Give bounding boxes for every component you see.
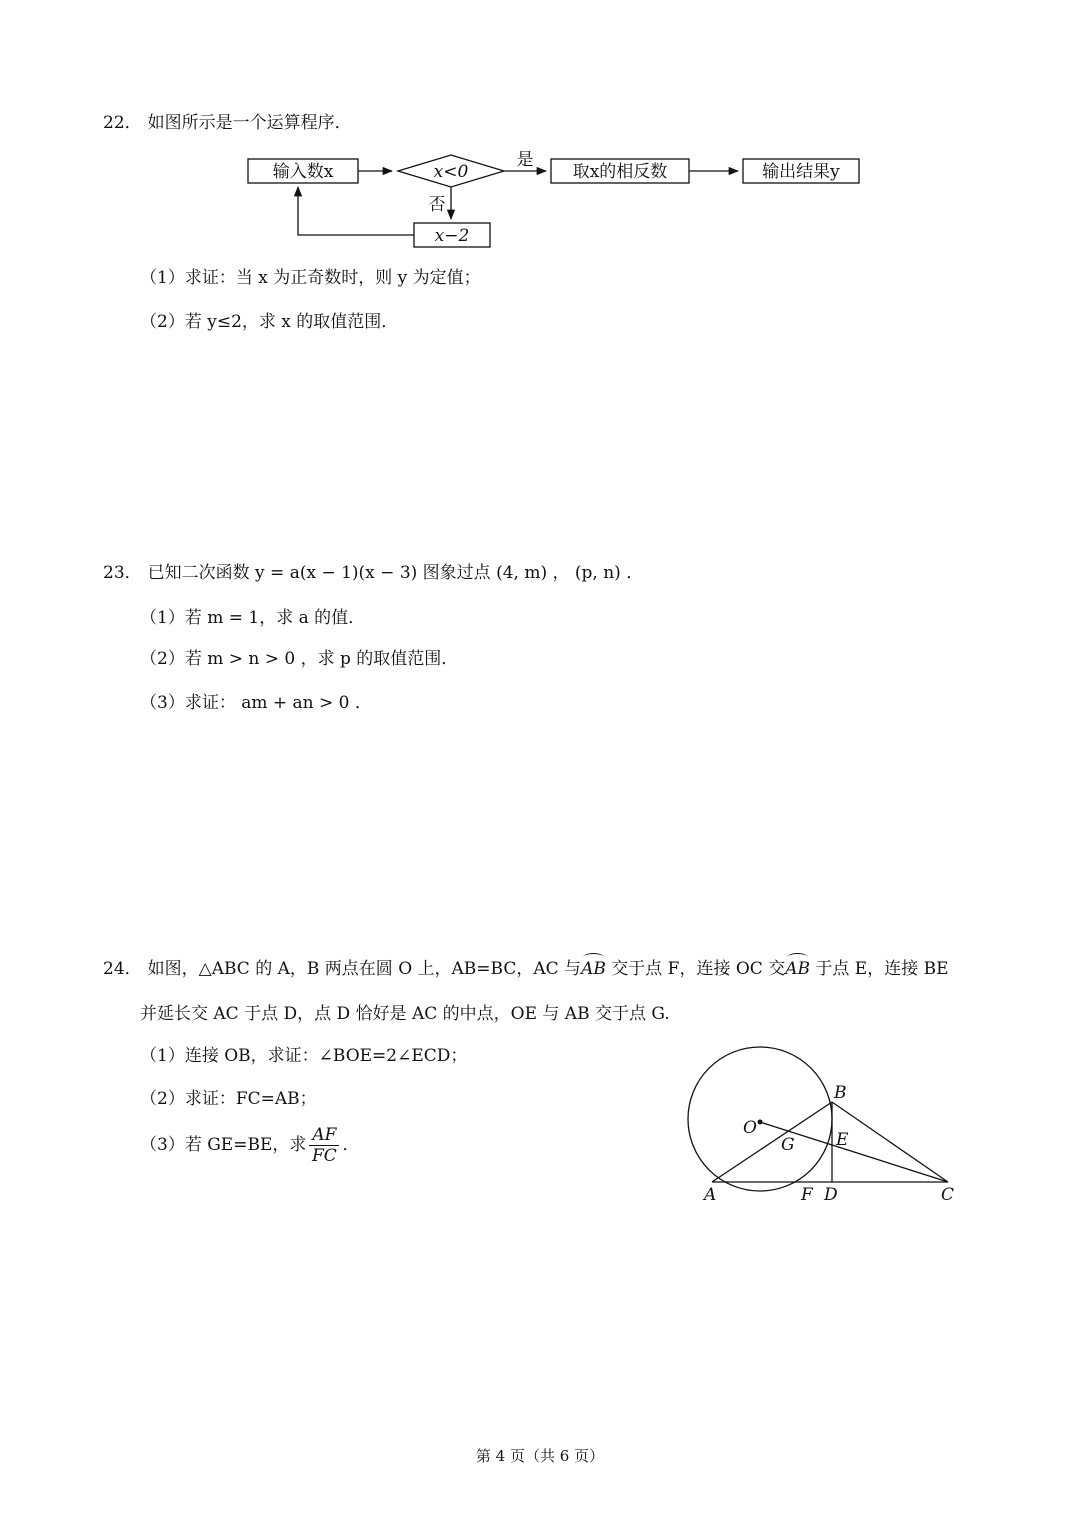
q22-stem-line — [103, 112, 352, 134]
q24-frac-denominator: FC — [311, 1146, 337, 1166]
flow-output-text: 输出结果y — [762, 162, 840, 182]
q24-stem-2: 并延长交 AC 于点 D，点 D 恰好是 AC 的中点，OE 与 AB 交于点 G. — [140, 1004, 670, 1024]
q24-geometry-figure — [680, 1040, 970, 1215]
q24-stem-a: 如图，△ABC 的 A，B 两点在圆 O 上，AB=BC，AC 与 — [147, 959, 582, 979]
flow-opposite-text: 取x的相反数 — [572, 162, 668, 182]
label-a: A — [704, 1185, 717, 1205]
segment-bc — [832, 1102, 948, 1182]
label-c: C — [941, 1185, 955, 1205]
flow-condition-text: x<0 — [433, 162, 469, 182]
page-footer: 第 4 页（共 6 页） — [475, 1447, 605, 1465]
q24-fraction — [309, 1125, 339, 1166]
q24-frac-numerator: AF — [309, 1125, 339, 1146]
q23-part1: （1）若 m = 1，求 a 的值． — [140, 608, 366, 628]
label-o: O — [743, 1118, 757, 1138]
label-b: B — [834, 1083, 847, 1103]
q22-stem: 如图所示是一个运算程序． — [147, 113, 352, 133]
q24-arc-ab-2: AB — [785, 959, 810, 979]
q24-part3 — [140, 1122, 359, 1168]
label-e: E — [836, 1130, 849, 1150]
q23-part2: （2）若 m > n > 0 ，求 p 的取值范围． — [140, 649, 459, 669]
q24-stem-c: 于点 E，连接 BE — [809, 959, 949, 979]
q23-number: 23． — [103, 563, 142, 583]
center-point-o — [758, 1120, 763, 1125]
flow-minus-text: x−2 — [434, 226, 470, 246]
q24-part2: （2）求证：FC=AB； — [140, 1089, 317, 1109]
q23-stem: 已知二次函数 y = a(x − 1)(x − 3) 图象过点 (4, m) ， (p, n) ． — [147, 563, 644, 583]
q23-part3: （3）求证： am + an > 0 ． — [140, 693, 372, 713]
label-f: F — [801, 1185, 813, 1205]
flow-input-text: 输入数x — [272, 162, 334, 182]
q22-part2: （2）若 y≤2，求 x 的取值范围． — [140, 312, 399, 332]
label-g: G — [781, 1135, 795, 1155]
q22-part1: （1）求证：当 x 为正奇数时，则 y 为定值； — [140, 268, 481, 288]
q22-flowchart — [240, 150, 880, 255]
q24-part3-period: ． — [342, 1135, 360, 1155]
label-d: D — [824, 1185, 838, 1205]
q24-stem-line — [103, 958, 949, 980]
q24-stem-b: 交于点 F，连接 OC 交 — [605, 959, 786, 979]
flow-no-label: 否 — [428, 195, 446, 215]
q22-number: 22． — [103, 113, 142, 133]
q24-arc-ab-1: AB — [581, 959, 606, 979]
segment-ab — [712, 1102, 832, 1182]
flow-loop-arrow — [298, 187, 414, 235]
circle-o — [688, 1047, 832, 1191]
q24-number: 24． — [103, 959, 142, 979]
q23-stem-line — [103, 562, 643, 584]
q24-part3-text: （3）若 GE=BE，求 — [140, 1135, 307, 1155]
q24-part1: （1）连接 OB，求证：∠BOE=2∠ECD； — [140, 1046, 468, 1066]
flow-yes-label: 是 — [516, 150, 534, 170]
